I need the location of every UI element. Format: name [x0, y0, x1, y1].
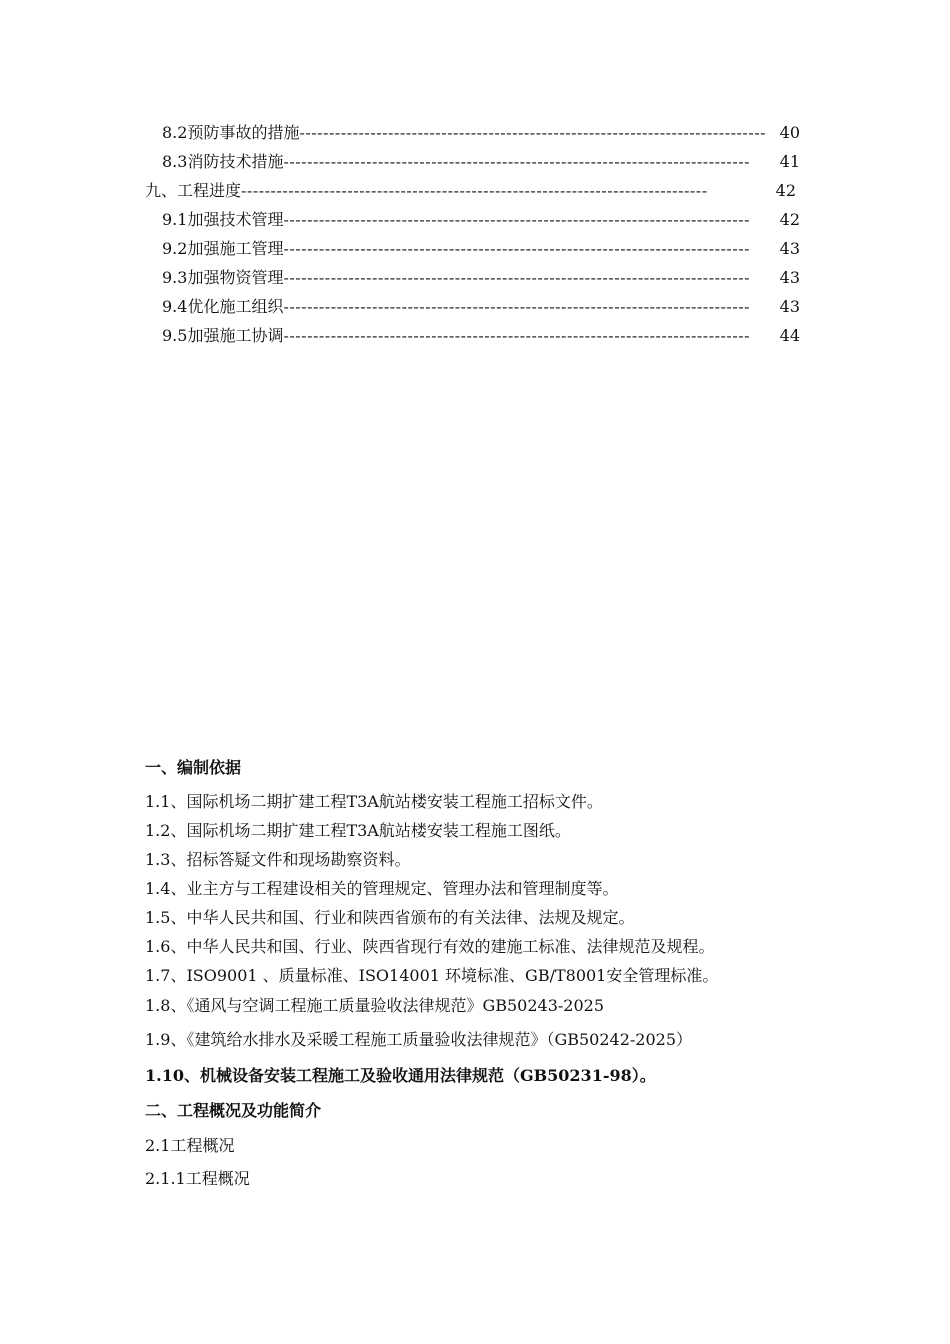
toc-label: 9.4优化施工组织 [162, 297, 284, 316]
toc-leader: ------------------------------------------------------------------------------- [283, 152, 751, 171]
subsection-title: 2.1.1工程概况 [145, 1169, 250, 1188]
toc-leader: ------------------------------------------------------------------------------- [283, 210, 751, 229]
basis-item: 1.10、机械设备安装工程施工及验收通用法律规范（GB50231-98）。 [145, 1066, 656, 1085]
toc-leader: ------------------------------------------------------------------------------- [283, 268, 751, 287]
toc-entry[interactable] [162, 265, 800, 291]
basis-item: 1.4、业主方与工程建设相关的管理规定、管理办法和管理制度等。 [145, 879, 619, 898]
toc-page: 43 [779, 239, 800, 258]
basis-item: 1.5、中华人民共和国、行业和陕西省颁布的有关法律、法规及规定。 [145, 908, 635, 927]
toc-entry[interactable] [145, 178, 796, 204]
toc-entry[interactable] [162, 207, 800, 233]
basis-item: 1.8、《通风与空调工程施工质量验收法律规范》GB50243-2025 [145, 996, 605, 1015]
toc-label: 9.2加强施工管理 [162, 239, 284, 258]
toc-entry[interactable] [162, 323, 800, 349]
toc-label: 8.3消防技术措施 [162, 152, 284, 171]
toc-label: 9.3加强物资管理 [162, 268, 284, 287]
toc-label: 8.2预防事故的措施 [162, 123, 300, 142]
toc-entry[interactable] [162, 120, 800, 146]
toc-page: 44 [779, 326, 800, 345]
basis-item: 1.7、ISO9001 、质量标准、ISO14001 环境标准、GB/T8001安全管理标准。 [145, 966, 719, 985]
toc-leader: ------------------------------------------------------------------------------- [241, 181, 708, 200]
toc-page: 43 [779, 268, 800, 287]
toc-page: 42 [779, 210, 800, 229]
toc-page: 43 [779, 297, 800, 316]
subsection-title: 2.1工程概况 [145, 1136, 235, 1155]
section-heading-basis: 一、编制依据 [145, 758, 242, 777]
toc-page: 40 [779, 123, 800, 142]
toc-page: 41 [779, 152, 800, 171]
basis-item: 1.9、《建筑给水排水及采暖工程施工质量验收法律规范》（GB50242-2025） [145, 1030, 693, 1049]
toc-leader: ------------------------------------------------------------------------------- [299, 123, 767, 142]
toc-leader: ------------------------------------------------------------------------------- [283, 297, 751, 316]
basis-item: 1.6、中华人民共和国、行业、陕西省现行有效的建施工标准、法律规范及规程。 [145, 937, 715, 956]
basis-item: 1.2、国际机场二期扩建工程T3A航站楼安装工程施工图纸。 [145, 821, 571, 840]
toc-label: 9.1加强技术管理 [162, 210, 284, 229]
toc-leader: ------------------------------------------------------------------------------- [283, 239, 751, 258]
toc-label: 9.5加强施工协调 [162, 326, 284, 345]
basis-item: 1.3、招标答疑文件和现场勘察资料。 [145, 850, 411, 869]
toc-leader: ------------------------------------------------------------------------------- [283, 326, 751, 345]
toc-entry[interactable] [162, 236, 800, 262]
basis-item: 1.1、国际机场二期扩建工程T3A航站楼安装工程施工招标文件。 [145, 792, 603, 811]
toc-page: 42 [775, 181, 796, 200]
toc-entry[interactable] [162, 294, 800, 320]
toc-entry[interactable] [162, 149, 800, 175]
section-heading-overview: 二、工程概况及功能简介 [145, 1101, 322, 1120]
toc-label: 九、工程进度 [145, 181, 242, 200]
